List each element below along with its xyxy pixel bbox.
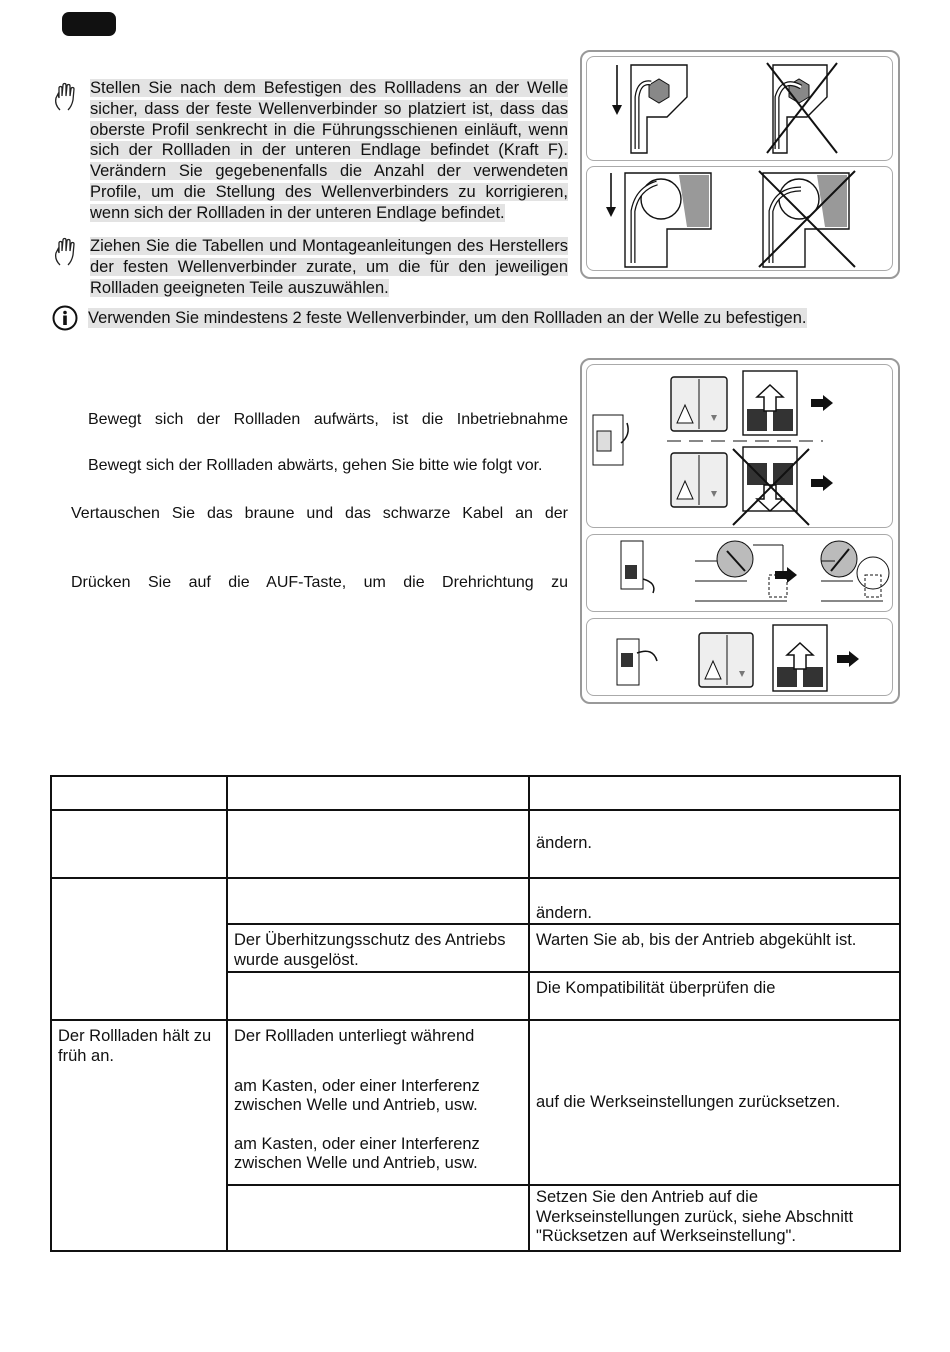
table-header-cell: [51, 776, 227, 810]
figure-panel-wiring: [586, 534, 893, 612]
step-text-3: Vertauschen Sie das braune und das schwarze Kabel an der: [71, 505, 568, 522]
shaft-diagram-bottom: [587, 167, 892, 270]
table-row: [51, 878, 900, 924]
cause-text-2: am Kasten, oder einer Interferenz zwischen Welle und Antrieb, usw.: [234, 1076, 480, 1114]
figure-shaft-connector: [580, 50, 900, 279]
figure-direction-check: [580, 358, 900, 704]
table-cell-solution: ändern.: [529, 878, 900, 924]
table-header-cell: [227, 776, 529, 810]
table-header-row: [51, 776, 900, 810]
hand-icon: [52, 237, 80, 267]
step-text-1: Bewegt sich der Rollladen aufwärts, ist die Inbetriebnahme: [88, 411, 568, 428]
table-cell-solution: ändern.: [529, 810, 900, 878]
language-tab: [62, 12, 116, 36]
table-cell-problem: Der Rollladen hält zu früh an.: [51, 1020, 227, 1251]
troubleshooting-table: [50, 775, 901, 1252]
step-text-2: Bewegt sich der Rollladen abwärts, gehen Sie bitte wie folgt vor.: [88, 457, 543, 474]
shaft-diagram-top: [587, 57, 892, 160]
table-header-cell: [529, 776, 900, 810]
hand-icon: [52, 82, 80, 112]
direction-check-diagram: [587, 365, 892, 527]
table-cell-cause: [227, 972, 529, 1020]
cause-text-3: am Kasten, oder einer Interferenz zwischen Welle und Antrieb, usw.: [234, 1134, 480, 1172]
figure-panel-bottom: [586, 166, 893, 271]
table-cell-cause: [227, 1185, 529, 1251]
table-row: [51, 810, 900, 878]
note-tabellen: Ziehen Sie die Tabellen und Montageanleitungen des Herstellers der festen Wellenverbinder zurate, um die für den jeweiligen Rollladen geeigneten Teile auszuwählen.: [90, 237, 568, 297]
table-cell-solution: Warten Sie ab, bis der Antrieb abgekühlt ist.: [529, 924, 900, 972]
table-row: [51, 1020, 900, 1185]
table-cell-solution: Die Kompatibilität überprüfen die: [529, 972, 900, 1020]
table-cell-problem: [51, 810, 227, 878]
table-cell-problem: [51, 878, 227, 1020]
note-wellenverbinder: Stellen Sie nach dem Befestigen des Rollladens an der Welle sicher, dass der feste Wellenverbinder so platziert ist, dass das oberste Profil senkrecht in die Führungsschienen einläuft, wenn sich der Rollladen in der unteren Endlage befindet (Kraft F). Verändern Sie gegebenenfalls die Anzahl der verwendeten Profile, um die Stellung des Wellenverbinders zu korrigieren, wenn sich der Rollladen in der unteren Endlage befindet.: [90, 79, 568, 222]
confirm-diagram: [587, 619, 892, 695]
table-cell-cause: [227, 810, 529, 878]
step-text-4: Drücken Sie auf die AUF-Taste, um die Drehrichtung zu: [71, 574, 568, 591]
cause-text-1: Der Rollladen unterliegt während: [234, 1027, 475, 1045]
info-text: Verwenden Sie mindestens 2 feste Wellenverbinder, um den Rollladen an der Welle zu befestigen.: [88, 309, 807, 327]
figure-panel-confirm: [586, 618, 893, 696]
table-cell-solution: Setzen Sie den Antrieb auf die Werkseinstellungen zurück, siehe Abschnitt "Rücksetzen auf Werkseinstellung".: [529, 1185, 900, 1251]
figure-panel-top: [586, 56, 893, 161]
table-cell-cause: Der Überhitzungsschutz des Antriebs wurde ausgelöst.: [227, 924, 529, 972]
info-icon: [52, 305, 78, 331]
table-cell-solution: auf die Werkseinstellungen zurücksetzen.: [529, 1020, 900, 1185]
table-cell-cause: [227, 878, 529, 924]
figure-panel-check: [586, 364, 893, 528]
wiring-diagram: [587, 535, 892, 611]
table-cell-cause: [227, 1020, 529, 1185]
